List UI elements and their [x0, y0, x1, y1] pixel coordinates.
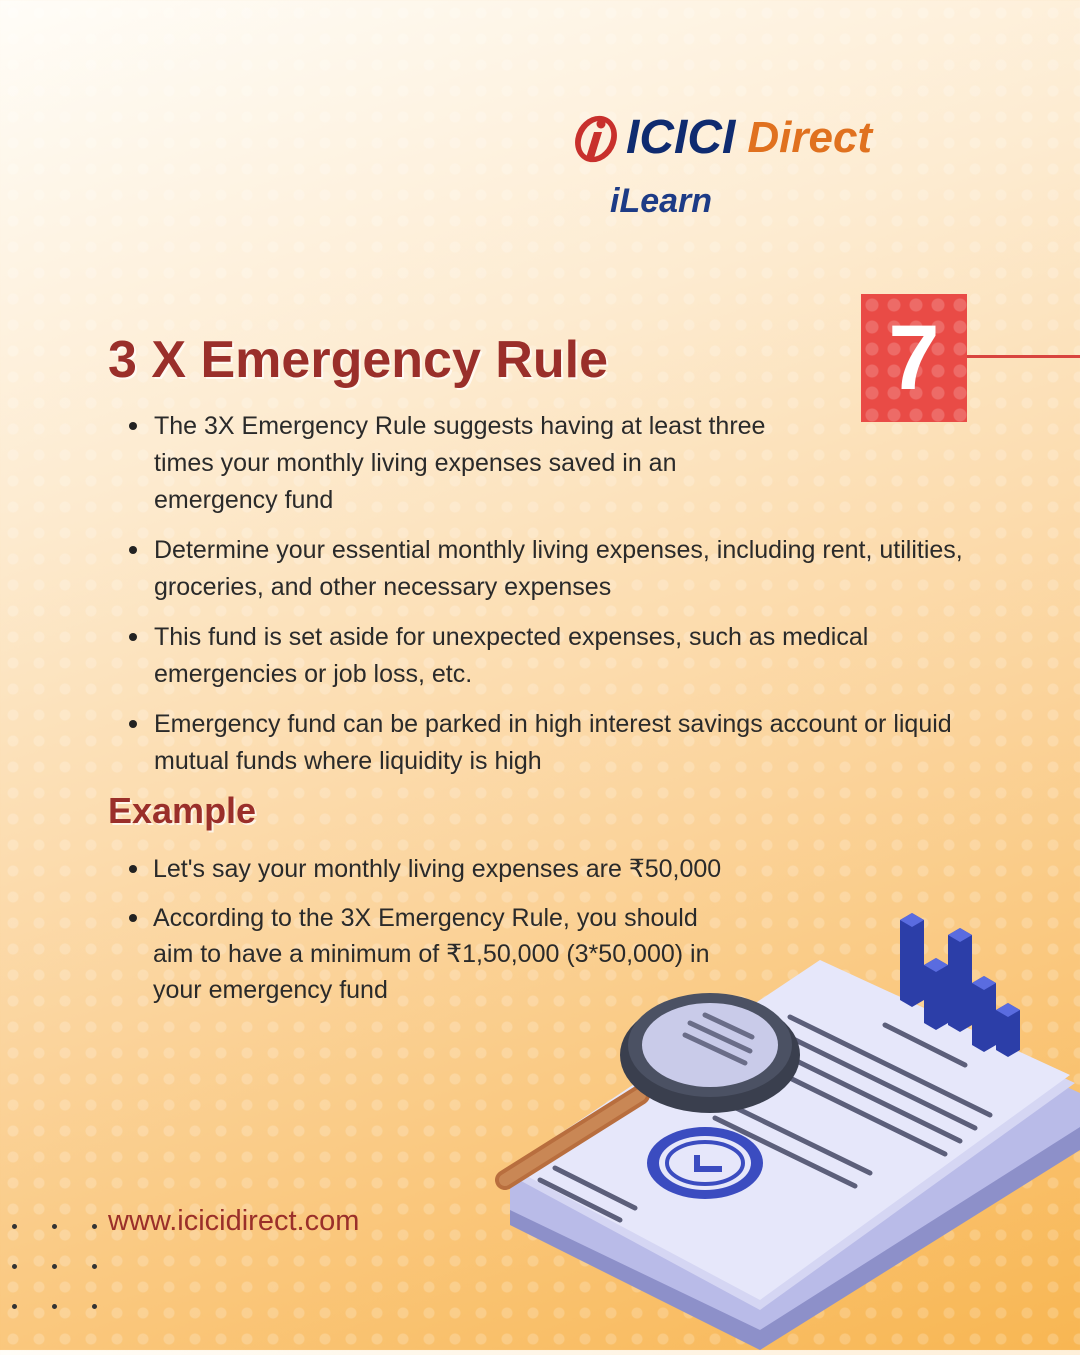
bullet-text: Emergency fund can be parked in high interest savings account or liquid mutual funds where liquidity is high [154, 710, 952, 775]
list-item [108, 619, 968, 693]
slide-number: 7 [888, 307, 940, 409]
document-magnifier-illustration [490, 905, 1080, 1350]
list-item [108, 408, 968, 519]
rule-bullet-list [108, 408, 968, 793]
seal-icon [647, 1127, 763, 1199]
bullet-text: This fund is set aside for unexpected expenses, such as medical emergencies or job loss, etc. [154, 623, 869, 688]
example-text: According to the 3X Emergency Rule, you should aim to have a minimum of ₹1,50,000 (3*50,000) in your emergency fund [153, 904, 710, 1004]
example-heading: Example [108, 790, 257, 831]
brand-name-secondary: Direct [747, 113, 873, 162]
slide-number-badge [861, 294, 967, 422]
brand-name-primary: ICICI [626, 111, 736, 164]
icici-logo-icon [572, 112, 620, 164]
decorative-dots [8, 1220, 108, 1320]
brand-logo [572, 112, 972, 232]
page-title: 3 X Emergency Rule [108, 331, 608, 389]
badge-connector-line [967, 355, 1080, 358]
example-text: Let's say your monthly living expenses are ₹50,000 [153, 855, 722, 883]
list-item [108, 532, 968, 606]
brand-tagline: iLearn [610, 182, 713, 220]
list-item [108, 706, 968, 780]
website-link[interactable]: www.icicidirect.com [108, 1205, 360, 1237]
bullet-text: Determine your essential monthly living expenses, including rent, utilities, groceries, and other necessary expenses [154, 536, 963, 601]
list-item [108, 851, 808, 887]
bullet-text: The 3X Emergency Rule suggests having at least three times your monthly living expenses saved in an emergency fund [154, 412, 766, 514]
